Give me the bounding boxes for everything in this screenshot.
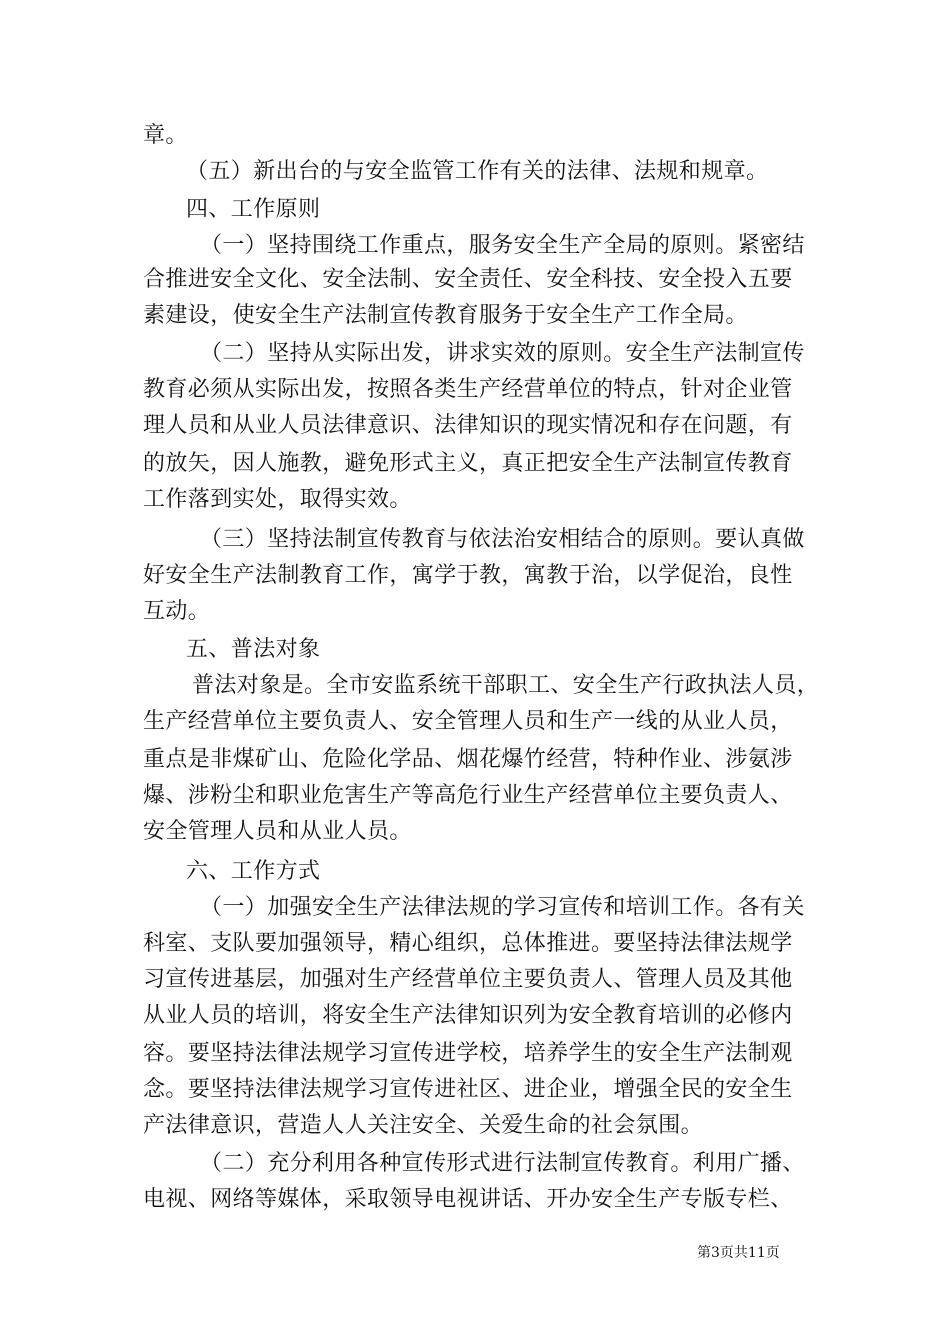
paragraph-line: （二）坚持从实际出发，讲求实效的原则。安全生产法制宣传	[200, 341, 805, 366]
paragraph-line: 重点是非煤矿山、危险化学品、烟花爆竹经营，特种作业、涉氨涉	[143, 747, 793, 772]
paragraph-line: 章。	[143, 123, 188, 148]
paragraph-line: 念。要坚持法律法规学习宣传进社区、进企业，增强全民的安全生	[143, 1077, 793, 1102]
paragraph-line: 科室、支队要加强领导，精心组织，总体推进。要坚持法律法规学	[143, 931, 793, 956]
paragraph-line: 素建设，使安全生产法制宣传教育服务于安全生产工作全局。	[143, 303, 748, 328]
paragraph-line: （二）充分利用各种宣传形式进行法制宣传教育。利用广播、	[200, 1151, 805, 1176]
paragraph-line: （一）坚持围绕工作重点，服务安全生产全局的原则。紧密结	[200, 233, 805, 258]
paragraph-line: 六、工作方式	[186, 859, 321, 884]
paragraph-line: 生产经营单位主要负责人、安全管理人员和生产一线的从业人员，	[143, 709, 793, 734]
paragraph-line: 爆、涉粉尘和职业危害生产等高危行业生产经营单位主要负责人、	[143, 783, 793, 808]
paragraph-line: 好安全生产法制教育工作，寓学于教，寓教于治，以学促治，良性	[143, 563, 793, 588]
paragraph-line: 产法律意识，营造人人关注安全、关爱生命的社会氛围。	[143, 1113, 704, 1138]
paragraph-line: 合推进安全文化、安全法制、安全责任、安全科技、安全投入五要	[143, 267, 793, 292]
paragraph-line: 普法对象是。全市安监系统干部职工、安全生产行政执法人员，	[192, 673, 820, 698]
paragraph-line: （一）加强安全生产法律法规的学习宣传和培训工作。各有关	[200, 895, 805, 920]
paragraph-line: 工作落到实处，取得实效。	[143, 487, 412, 512]
paragraph-line: 互动。	[143, 599, 211, 624]
paragraph-line: 五、普法对象	[186, 637, 321, 662]
paragraph-line: 习宣传进基层，加强对生产经营单位主要负责人、管理人员及其他	[143, 967, 793, 992]
paragraph-line: 教育必须从实际出发，按照各类生产经营单位的特点，针对企业管	[143, 377, 793, 402]
paragraph-line: 的放矢，因人施教，避免形式主义，真正把安全生产法制宣传教育	[143, 451, 793, 476]
paragraph-line: （五）新出台的与安全监管工作有关的法律、法规和规章。	[186, 159, 769, 184]
paragraph-line: 四、工作原则	[186, 197, 321, 222]
page-number-footer: 第3页共11页	[697, 1245, 780, 1261]
paragraph-line: （三）坚持法制宣传教育与依法治安相结合的原则。要认真做	[200, 527, 805, 552]
paragraph-line: 理人员和从业人员法律意识、法律知识的现实情况和存在问题，有	[143, 413, 793, 438]
paragraph-line: 容。要坚持法律法规学习宣传进学校，培养学生的安全生产法制观	[143, 1041, 793, 1066]
paragraph-line: 安全管理人员和从业人员。	[143, 819, 412, 844]
paragraph-line: 电视、网络等媒体，采取领导电视讲话、开办安全生产专版专栏、	[143, 1187, 793, 1212]
paragraph-line: 从业人员的培训，将安全生产法律知识列为安全教育培训的必修内	[143, 1003, 793, 1028]
